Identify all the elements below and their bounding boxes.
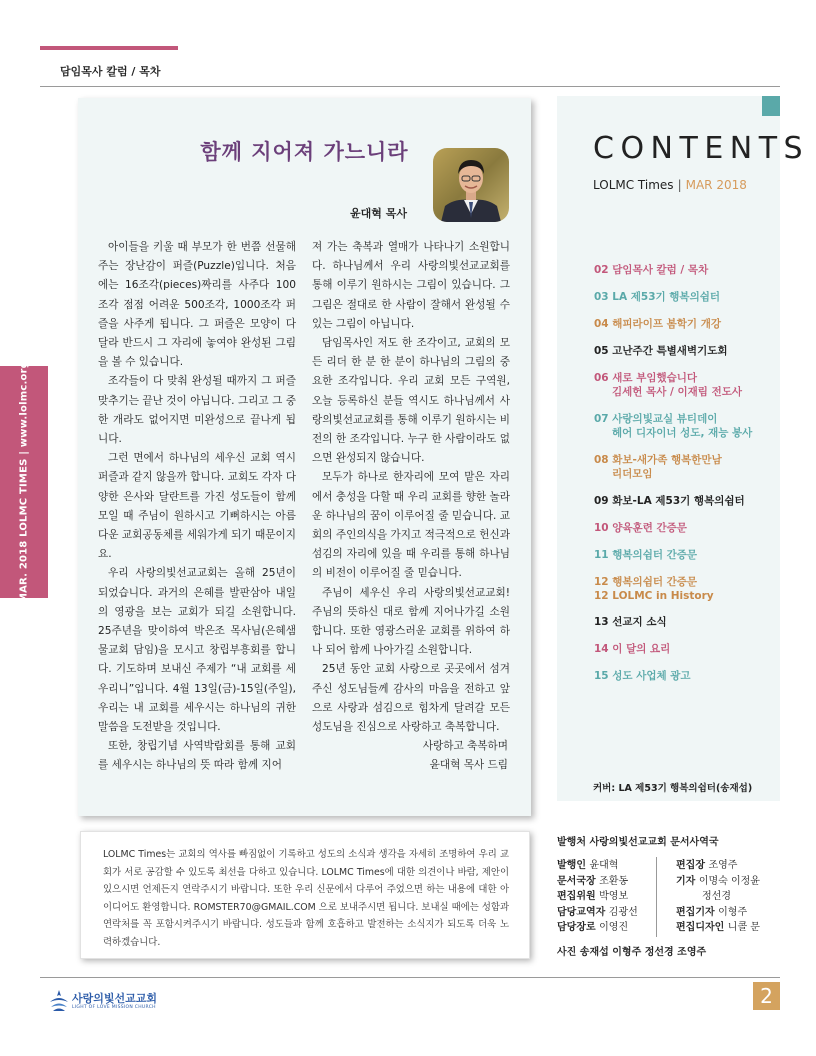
toc-item <box>594 642 670 656</box>
toc-item <box>594 371 742 399</box>
issue-date: MAR 2018 <box>685 178 747 192</box>
masthead-role: 편집디자인 <box>676 922 725 933</box>
masthead-name: 이형주 <box>718 906 748 918</box>
top-accent-rule <box>40 46 178 50</box>
column-text-left <box>98 238 296 776</box>
column-author: 윤대혁 목사 <box>350 207 407 220</box>
masthead-left <box>557 858 638 936</box>
paragraph: 그런 면에서 하나님의 세우신 교회 역시 퍼즐과 같지 않을까 합니다. 교회도 각자 다양한 은사와 달란트를 가진 성도들이 함께 모일 때 주님이 원하시고 기뻐하시는 아름다운 교회공동체를 세워가게 되기 때문이지요. <box>98 452 296 561</box>
paragraph: 담임목사인 저도 한 조각이고, 교회의 모든 리더 한 분 한 분이 하나님의 그림의 중요한 조각입니다. 우리 교회 모든 구역원, 오늘 등록하신 분들 역시도 하나님께서 사랑의빛선교교회를 통해 이루기 원하시는 비전의 한 조각입니다. 누구 한 사람이라도 없으면 완성되지 않습니다. <box>312 337 510 465</box>
side-tab-text: MAR. 2018 LOLMC TIMES | www.lolmc.org <box>18 360 30 604</box>
page-number: 2 <box>753 982 780 1010</box>
masthead-row <box>557 858 638 874</box>
masthead-role: 발행인 <box>557 860 586 871</box>
masthead-name: 니콜 문 <box>727 922 760 933</box>
toc-item-title: 03 LA 제53기 행복의쉼터 <box>594 291 721 303</box>
publication-name: LOLMC Times <box>593 178 674 192</box>
closing-line: 사랑하고 축복하며 <box>422 740 508 753</box>
masthead-row <box>676 858 760 874</box>
column-text-right <box>312 238 510 776</box>
paragraph: 주님이 세우신 우리 사랑의빛선교교회! 주님의 뜻하신 대로 함께 지어나가길 소원합니다. 또한 영광스러운 교회를 위하여 하나 되어 함께 나아가길 소원합니다. <box>312 586 510 657</box>
masthead-name: 이영진 <box>599 922 629 933</box>
toc-item-subtitle: 12 LOLMC in History <box>594 590 714 602</box>
masthead-name: 조환동 <box>599 875 629 887</box>
masthead-role: 편집기자 <box>676 906 715 918</box>
masthead-name: 조영주 <box>708 860 738 871</box>
masthead-row <box>557 874 638 890</box>
toc-item <box>594 521 687 535</box>
toc-item-title: 10 양육훈련 간증문 <box>594 522 687 534</box>
masthead-role: 기자 <box>676 875 696 887</box>
masthead-right <box>676 858 760 936</box>
paragraph: 아이들을 키울 때 부모가 한 번쯤 선물해 주는 장난감이 퍼즐(Puzzle)입니다. 처음에는 16조각(pieces)짜리를 사주다 100조각 점점 어려운 500조각, 1000조각 퍼즐을 사주게 됩니다. 그 퍼즐은 모양이 다 달라 반드시 그 자리에 놓여야 완성된 그림을 볼 수 있습니다. <box>98 241 296 369</box>
toc-item <box>594 494 745 508</box>
header-divider <box>40 86 780 87</box>
masthead-role: 편집장 <box>676 860 705 871</box>
toc-item <box>594 263 708 277</box>
toc-item-title: 04 해피라이프 봄학기 개강 <box>594 318 722 330</box>
toc-item-title: 07 사랑의빛교실 뷰티데이 <box>594 413 718 425</box>
toc-item <box>594 548 697 562</box>
toc-item-title: 12 행복의쉼터 간증문 <box>594 576 698 588</box>
toc-item <box>594 290 720 304</box>
masthead-row <box>557 889 638 905</box>
masthead-name: 정선경 <box>702 891 731 902</box>
publisher-line: 발행처 사랑의빛선교교회 문서사역국 <box>557 837 719 848</box>
paragraph: 25년 동안 교회 사랑으로 곳곳에서 섬겨주신 성도님들께 감사의 마음을 전하고 앞으로 사랑과 섬김으로 힘차게 달려갈 모든 성도님을 진심으로 사랑하고 축복합니다. <box>312 663 510 734</box>
toc-item-title: 08 화보-새가족 행복한만남 <box>594 454 722 466</box>
side-tab <box>0 360 48 604</box>
toc-item-title: 13 선교지 소식 <box>594 616 667 628</box>
contents-panel <box>557 96 780 801</box>
masthead-row <box>676 905 760 921</box>
toc-item-subtitle: 헤어 디자이너 성도, 재능 봉사 <box>612 427 753 439</box>
masthead-role: 담당교역자 <box>557 906 606 918</box>
pastor-column <box>78 98 531 816</box>
masthead-name: 이명숙 이정윤 <box>698 875 760 887</box>
cover-credit: 커버: LA 제53기 행복의쉼터(송재섭) <box>593 783 753 794</box>
photo-credit: 사진 송재섭 이형주 정선경 조영주 <box>557 947 707 958</box>
toc-item-title: 06 새로 부임했습니다 <box>594 372 698 384</box>
masthead-row <box>676 920 760 936</box>
masthead-name: 윤대혁 <box>589 860 619 871</box>
contents-subtitle: LOLMC Times | MAR 2018 <box>593 178 747 192</box>
masthead-row <box>557 920 638 936</box>
paragraph: 우리 사랑의빛선교교회는 올해 25년이 되었습니다. 과거의 은혜를 발판삼아 내일의 영광을 보는 교회가 되길 소원합니다. 25주년을 맞이하여 박은조 목사님(은혜샘물교회 담임)을 모시고 창립부흥회를 합니다. 기도하며 보내신 주제가 “내 교회를 세우리니”입니다. 4월 13일(금)-15일(주일), 우리는 내 교회를 세우시는 하나님의 귀한 말씀을 도전받을 것입니다. <box>98 567 296 734</box>
toc-item-title: 11 행복의쉼터 간증문 <box>594 549 698 561</box>
toc-item-title: 14 이 달의 요리 <box>594 643 671 655</box>
masthead-name: 김광선 <box>608 906 638 918</box>
column-title: 함께 지어져 가느니라 <box>200 140 409 164</box>
toc-item-title: 09 화보-LA 제53기 행복의쉼터 <box>594 495 745 507</box>
church-logo <box>48 986 158 1016</box>
paragraph: 조각들이 다 맞춰 완성될 때까지 그 퍼즐 맞추기는 끝난 것이 아닙니다. 그리고 그 중 한 개라도 없어지면 미완성으로 끝나게 됩니다. <box>98 375 296 446</box>
masthead-name: 박영보 <box>599 891 629 902</box>
toc-item <box>594 453 722 481</box>
church-logo-name: 사랑의빛선교교회 <box>72 992 158 1005</box>
closing-signature: 윤대혁 목사 드림 <box>429 759 508 772</box>
masthead-role: 담당장로 <box>557 922 596 933</box>
toc-item <box>594 317 721 331</box>
toc-item <box>594 575 714 603</box>
toc-item-title: 05 고난주간 특별새벽기도회 <box>594 345 728 357</box>
masthead-role: 문서국장 <box>557 875 596 887</box>
pastor-portrait <box>433 148 509 222</box>
toc-item-title: 15 성도 사업체 광고 <box>594 670 691 682</box>
toc-item-subtitle: 김세헌 목사 / 이재림 전도사 <box>612 386 743 398</box>
masthead-row <box>676 874 760 890</box>
toc-item-title: 02 담임목사 칼럼 / 목차 <box>594 264 709 276</box>
section-label: 담임목사 칼럼 / 목차 <box>60 65 161 78</box>
paragraph: 져 가는 축복과 열매가 나타나기 소원합니다. 하나님께서 우리 사랑의빛선교교회를 통해 이루기 원하시는 그림이 있습니다. 그 그림은 절대로 한 사람이 잘해서 완성될 수 있는 그림이 아닙니다. <box>312 241 510 330</box>
paragraph: 또한, 창립기념 사역박람회를 통해 교회를 세우시는 하나님의 뜻 따라 함께 지어 <box>98 740 296 772</box>
toc-item <box>594 412 752 440</box>
masthead-divider <box>656 857 657 937</box>
contents-title: CONTENTS <box>593 131 810 166</box>
contents-corner-accent <box>762 96 780 116</box>
church-logo-icon <box>48 988 70 1012</box>
church-logo-english: LIGHT OF LOVE MISSION CHURCH <box>72 1005 156 1010</box>
paragraph: 모두가 하나로 한자리에 모여 맡은 자리에서 충성을 다할 때 우리 교회를 향한 놀라운 하나님의 꿈이 이루어질 줄 믿습니다. 교회의 주인의식을 가지고 적극적으로 헌신과 섬김의 자리에 있을 때 우리를 통해 하나님의 비전이 이루어질 줄 믿습니다. <box>312 471 510 580</box>
masthead-row <box>557 905 638 921</box>
toc-item <box>594 615 667 629</box>
toc-item <box>594 344 728 358</box>
toc-item-subtitle: 리더모임 <box>612 468 653 480</box>
masthead-role: 편집위원 <box>557 891 596 902</box>
masthead-row <box>676 889 760 905</box>
editorial-note-text: LOLMC Times는 교회의 역사를 빠짐없이 기록하고 성도의 소식과 생각을 자세히 조명하여 우리 교회가 서로 공감할 수 있도록 최선을 다하고 있습니다. LOLMC Times에 대한 의견이나 바람, 제안이 있으시면 언제든지 연락주시기 바랍니다. 또한 우리 신문에서 다루어 주었으면 하는 내용에 대한 아이디어도 환영합니다. ROMSTER70@GMAIL.COM 으로 보내주시면 됩니다. 보내실 때에는 성함과 연락처를 꼭 포함시켜주시기 바랍니다. 성도들과 함께 호흡하고 발전하는 소식지가 되도록 더욱 노력하겠습니다. <box>103 849 509 948</box>
footer-divider <box>40 977 780 978</box>
toc-item <box>594 669 691 683</box>
editorial-note <box>80 831 530 959</box>
